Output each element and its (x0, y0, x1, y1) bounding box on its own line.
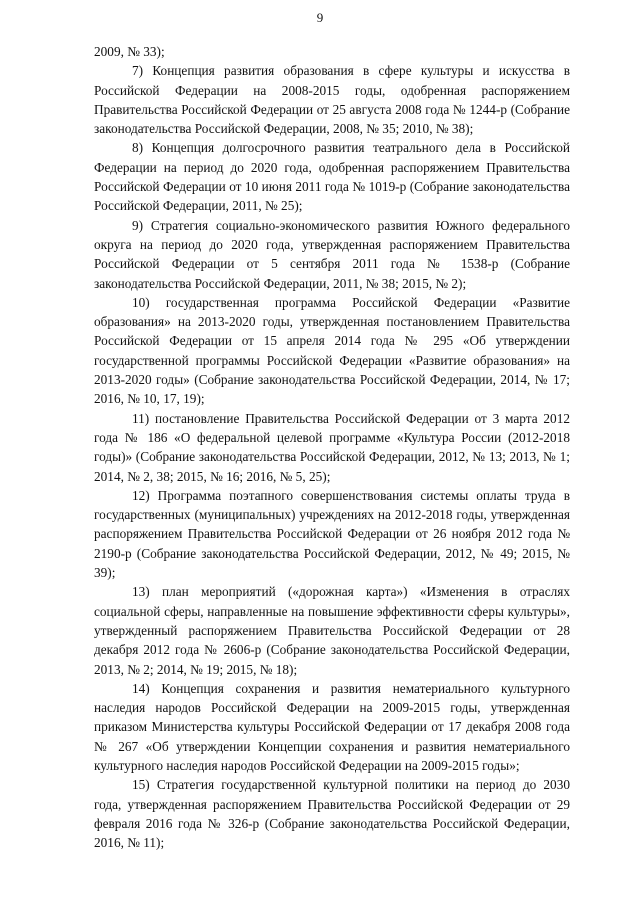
list-item-12: 12) Программа поэтапного совершенствования системы оплаты труда в государственных (муниципальных) учреждениях на 2012-2018 годы, утвержденная распоряжением Правительства Российской Федерации от 26 ноября 2012 года № 2190-р (Собрание законодательства Российской Федерации, 2012, № 49; 2015, № 39); (94, 487, 570, 581)
list-item-11: 11) постановление Правительства Российской Федерации от 3 марта 2012 года № 186 «О федеральной целевой программе «Культура России (2012-2018 годы)» (Собрание законодательства Российской Федерации, 2012, № 13; 2013, № 1; 2014, № 2, 38; 2015, № 16; 2016, № 5, 25); (94, 410, 570, 484)
list-item-15: 15) Стратегия государственной культурной политики на период до 2030 года, утвержденная распоряжением Правительства Российской Федерации от 29 февраля 2016 года № 326-р (Собрание законодательства Российской Федерации, 2016, № 11); (94, 777, 570, 851)
continuation-line: 2009, № 33); (94, 44, 165, 59)
list-item-9: 9) Стратегия социально-экономического развития Южного федерального округа на период до 2020 года, утвержденная распоряжением Правительства Российской Федерации от 5 сентября 2011 года № 1538-р (Собрание законодательства Российской Федерации, 2011, № 38; 2015, № 2); (94, 217, 570, 291)
list-item-7: 7) Концепция развития образования в сфере культуры и искусства в Российской Федерации на 2008-2015 годы, одобренная распоряжением Правительства Российской Федерации от 25 августа 2008 года № 1244-р (Собрание законодательства Российской Федерации, 2008, № 35; 2010, № 38); (94, 63, 570, 137)
list-item-10: 10) государственная программа Российской Федерации «Развитие образования» на 2013-2020 годы, утвержденная постановлением Правительства Российской Федерации от 15 апреля 2014 года № 295 «Об утверждении государственной программы Российской Федерации «Развитие образования» на 2013-2020 годы» (Собрание законодательства Российской Федерации, 2014, № 17; 2016, № 10, 17, 19); (94, 294, 570, 407)
list-item-13: 13) план мероприятий («дорожная карта») «Изменения в отраслях социальной сферы, направленные на повышение эффективности сферы культуры», утвержденный распоряжением Правительства Российской Федерации от 28 декабря 2012 года № 2606-р (Собрание законодательства Российской Федерации, 2013, № 2; 2014, № 19; 2015, № 18); (94, 584, 570, 677)
list-item-14: 14) Концепция сохранения и развития нематериального культурного наследия народов Российской Федерации на 2009-2015 годы, утвержденная приказом Министерства культуры Российской Федерации от 17 декабря 2008 года № 267 «Об утверждении Концепции сохранения и развития нематериального культурного наследия народов Российской Федерации на 2009-2015 годы»; (94, 680, 570, 773)
body-text (94, 42, 570, 852)
page-number: 9 (316, 10, 324, 25)
list-item-8: 8) Концепция долгосрочного развития театрального дела в Российской Федерации на период до 2020 года, одобренная распоряжением Правительства Российской Федерации от 10 июня 2011 года № 1019-р (Собрание законодательства Российской Федерации, 2011, № 25); (94, 140, 570, 214)
